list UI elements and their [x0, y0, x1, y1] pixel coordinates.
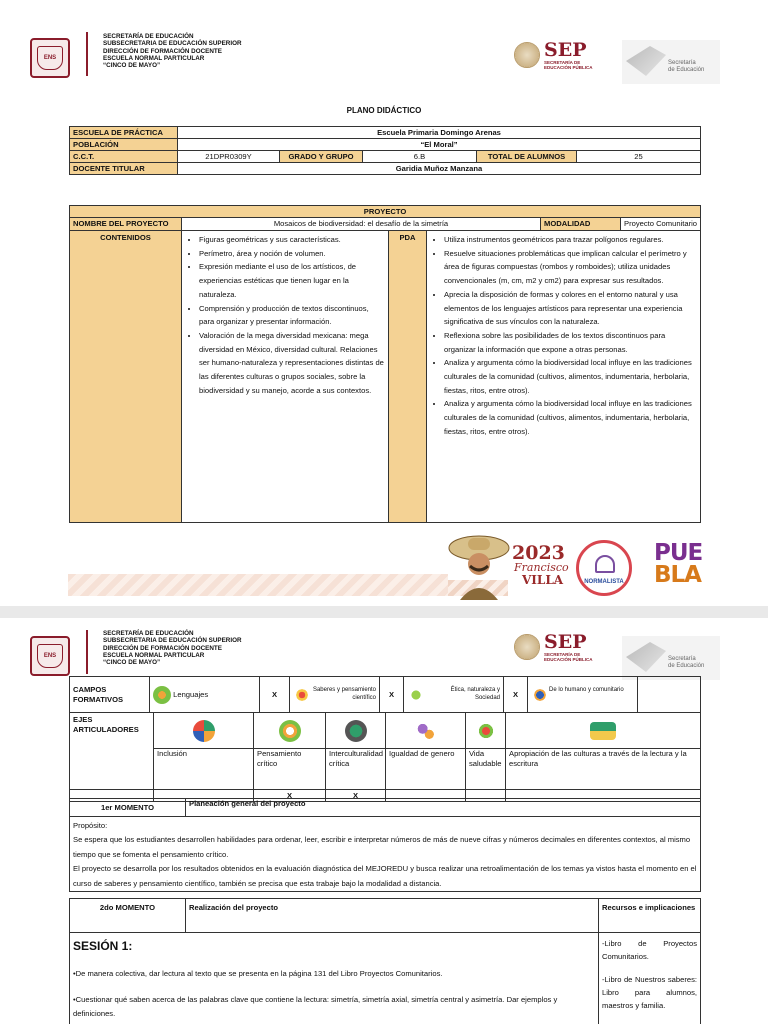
- campo-label: De lo humano y comunitario: [549, 686, 624, 693]
- eje-icon-cell: [254, 713, 326, 749]
- recursos-label: Recursos e implicaciones: [599, 899, 701, 933]
- header-line: SUBSECRETARIA DE EDUCACIÓN SUPERIOR: [103, 40, 242, 48]
- header-line: “CINCO DE MAYO”: [103, 659, 161, 667]
- recursos-cell: [599, 933, 701, 1024]
- sesion-cell: [70, 933, 599, 1024]
- header-line: DIRECCIÓN DE FORMACIÓN DOCENTE: [103, 644, 222, 652]
- list-item: • Aprecia la disposición de formas y colores en el entorno natural y usa elementos de los lenguajes artísticos para representar una experiencia significativa de sus vínculos con la naturaleza.: [444, 288, 697, 329]
- villa-text: VILLA: [522, 573, 564, 587]
- header-institution-lines: [103, 33, 242, 69]
- momento1-table: [69, 798, 701, 892]
- secretaria-line-2: de Educación: [668, 66, 705, 73]
- eje-icon-cell: [386, 713, 466, 749]
- momento1-label: 1er MOMENTO: [70, 799, 186, 817]
- pda-label: PDA: [389, 231, 427, 523]
- sep-seal-icon: [514, 634, 540, 660]
- header-line: SECRETARÍA DE EDUCACIÓN: [103, 33, 194, 40]
- inclusion-icon: [193, 720, 215, 742]
- header-line: SUBSECRETARIA DE EDUCACIÓN SUPERIOR: [103, 637, 242, 645]
- campo-etica: [404, 677, 504, 713]
- list-item: • Expresión mediante el uso de los artísticos, de experiencias estéticas que tienen lugar en la naturaleza.: [199, 260, 385, 301]
- pda-list: [430, 233, 697, 439]
- secretaria-line-1: Secretaría: [668, 656, 696, 662]
- escuela-label: ESCUELA DE PRÁCTICA: [70, 127, 178, 139]
- eje-label: Pensamiento crítico: [254, 749, 326, 790]
- sep-title: SEP: [544, 39, 587, 61]
- secretaria-logo: [622, 636, 720, 680]
- school-info-table: [69, 126, 701, 175]
- poblacion-value: “El Moral”: [178, 139, 701, 151]
- sep-title: SEP: [544, 631, 587, 653]
- proposito-cell: [70, 817, 701, 892]
- campo-mark: X: [260, 677, 290, 713]
- vida-saludable-icon: [475, 720, 497, 742]
- header-line: SECRETARÍA DE EDUCACIÓN: [103, 630, 194, 637]
- contenidos-cell: [182, 231, 389, 523]
- project-title: PROYECTO: [70, 206, 701, 218]
- francisco-villa-portrait-icon: [448, 530, 510, 600]
- eje-label: Inclusión: [154, 749, 254, 790]
- pda-cell: [427, 231, 701, 523]
- normalista-label: NORMALISTA: [584, 579, 624, 585]
- eje-label: Interculturalidad crítica: [326, 749, 386, 790]
- sesion-item: •Cuestionar qué saben acerca de las palabras clave que contiene la lectura: simetría, simetría axial, simetría central y asimetría. Dar ejemplos y definiciones.: [73, 995, 558, 1018]
- recurso-item: -Libro de Proyectos Comunitarios.: [602, 939, 697, 961]
- cct-label: C.C.T.: [70, 151, 178, 163]
- campo-label: Saberes y pensamiento científico: [312, 686, 376, 701]
- campo-mark: X: [504, 677, 528, 713]
- crest-label: ENS: [37, 644, 63, 668]
- campo-lenguajes: [150, 677, 260, 713]
- header-divider: [86, 32, 88, 76]
- eje-mark: X: [254, 790, 326, 802]
- contenidos-list: [185, 233, 385, 397]
- campo-humano: [528, 677, 638, 713]
- interculturalidad-icon: [345, 720, 367, 742]
- header-institution-lines: [103, 630, 242, 666]
- list-item: • Valoración de la mega diversidad mexicana: mega diversidad en México, diversidad cultural. Relaciones ser humano-naturaleza y representaciones distintas de las diferentes culturas o grupos sociales, sobre la biodiversidad y su manejo, acorde a sus contextos.: [199, 329, 385, 398]
- list-item: • Reflexiona sobre las posibilidades de los textos discontinuos para organizar la información que expone a otras personas.: [444, 329, 697, 356]
- list-item: • Comprensión y producción de textos discontinuos, para organizar y presentar información.: [199, 302, 385, 329]
- modalidad-value: Proyecto Comunitario: [621, 218, 701, 231]
- recurso-item: -Libro de Nuestros saberes: Libro para alumnos, maestros y familia.: [602, 975, 697, 1010]
- campo-label: Ética, naturaleza y Sociedad: [450, 686, 500, 701]
- header-divider: [86, 630, 88, 674]
- momento2-table: [69, 898, 701, 1024]
- heart-icon: [595, 555, 615, 573]
- etica-icon: [407, 686, 425, 704]
- header-line: “CINCO DE MAYO”: [103, 62, 161, 70]
- secretaria-shape-icon: [626, 642, 666, 672]
- docente-label: DOCENTE TITULAR: [70, 163, 178, 175]
- nombre-proyecto-value: Mosaicos de biodiversidad: el desafío de la simetría: [182, 218, 541, 231]
- modalidad-label: MODALIDAD: [541, 218, 621, 231]
- secretaria-line-1: Secretaría: [668, 60, 696, 66]
- header-line: ESCUELA NORMAL PARTICULAR: [103, 651, 205, 659]
- document-title: PLANO DIDÁCTICO: [346, 106, 422, 115]
- normalista-logo: [576, 540, 632, 596]
- pensamiento-critico-icon: [279, 720, 301, 742]
- francisco-text: Francisco: [514, 561, 569, 574]
- document-page-2: [0, 618, 768, 1024]
- crest-label: ENS: [37, 46, 63, 70]
- list-item: • Resuelve situaciones problemáticas que implican calcular el perímetro y área de figuras compuestas (rombos y romboides); utiliza unidades convencionales (m, cm, m2 y cm2) para expresar sus resultados.: [444, 247, 697, 288]
- secretaria-line-2: de Educación: [668, 662, 705, 669]
- contenidos-label: CONTENIDOS: [70, 231, 182, 523]
- eje-icon-cell: [506, 713, 701, 749]
- apropiacion-icon: [590, 722, 616, 740]
- campos-label: CAMPOS FORMATIVOS: [70, 677, 150, 713]
- list-item: • Figuras geométricas y sus características.: [199, 233, 385, 247]
- secretaria-shape-icon: [626, 46, 666, 76]
- campo-saberes: [290, 677, 380, 713]
- puebla-logo: [654, 542, 702, 586]
- campo-mark: [638, 677, 701, 713]
- eje-icon-cell: [466, 713, 506, 749]
- list-item: • Analiza y argumenta cómo la biodiversidad local influye en las tradiciones culturales de la comunidad (cultivos, alimentos, indumentaria, herbolaria, fiestas, ritos, entre otros).: [444, 397, 697, 438]
- school-crest-logo: [30, 38, 70, 78]
- eje-label: Apropiación de las culturas a través de la lectura y la escritura: [506, 749, 701, 790]
- campos-table: [69, 676, 701, 713]
- grado-value: 6.B: [363, 151, 477, 163]
- sep-logo: [514, 40, 593, 70]
- eje-mark: X: [326, 790, 386, 802]
- sep-subtitle-2: EDUCACIÓN PÚBLICA: [544, 657, 593, 662]
- escuela-value: Escuela Primaria Domingo Arenas: [178, 127, 701, 139]
- humano-icon: [531, 686, 549, 704]
- eje-label: Vida saludable: [466, 749, 506, 790]
- sesion-title: SESIÓN 1:: [73, 939, 133, 953]
- nombre-proyecto-label: NOMBRE DEL PROYECTO: [70, 218, 182, 231]
- header-line: ESCUELA NORMAL PARTICULAR: [103, 54, 205, 62]
- year-2023: 2023: [512, 542, 565, 564]
- header-line: DIRECCIÓN DE FORMACIÓN DOCENTE: [103, 47, 222, 55]
- eje-label: Igualdad de genero: [386, 749, 466, 790]
- sep-subtitle-2: EDUCACIÓN PÚBLICA: [544, 65, 593, 70]
- project-table: [69, 205, 701, 523]
- list-item: • Perímetro, área y noción de volumen.: [199, 247, 385, 261]
- secretaria-logo: [622, 40, 720, 84]
- total-value: 25: [577, 151, 701, 163]
- school-crest-logo: [30, 636, 70, 676]
- sep-subtitle-1: SECRETARÍA DE: [544, 652, 581, 657]
- proposito-paragraph-2: El proyecto se desarrolla por los resultados obtenidos en la evaluación diagnóstica del MEJOREDU y busca realizar una retroalimentación de los temas ya vistos hasta el momento en el curso de saberes y pensamiento científico, también se precisa que esta trabaje bajo la modalidad a distancia.: [73, 864, 697, 888]
- decorative-banner: [68, 574, 448, 596]
- puebla-line-2: BLA: [654, 562, 701, 588]
- campo-label: Lenguajes: [173, 689, 209, 699]
- sep-logo: [514, 632, 593, 662]
- igualdad-icon: [415, 720, 437, 742]
- lenguajes-icon: [153, 686, 171, 704]
- proposito-label: Propósito:: [73, 821, 108, 830]
- list-item: • Utiliza instrumentos geométricos para trazar polígonos regulares.: [444, 233, 697, 247]
- eje-icon-cell: [154, 713, 254, 749]
- poblacion-label: POBLACIÓN: [70, 139, 178, 151]
- eje-icon-cell: [326, 713, 386, 749]
- total-label: TOTAL DE ALUMNOS: [477, 151, 577, 163]
- ejes-table: [69, 712, 701, 802]
- campo-mark: X: [380, 677, 404, 713]
- momento2-title: Realización del proyecto: [186, 899, 599, 933]
- saberes-icon: [293, 686, 311, 704]
- proposito-paragraph-1: Se espera que los estudiantes desarrollen habilidades para ordenar, leer, escribir e interpretar números de más de nueve cifras y números decimales en diferentes contextos, al mismo tiempo que se fomenta el pensamiento crítico.: [73, 835, 691, 859]
- sep-seal-icon: [514, 42, 540, 68]
- ejes-label: EJES ARTICULADORES: [70, 713, 154, 790]
- sep-subtitle-1: SECRETARÍA DE: [544, 60, 581, 65]
- cct-value: 21DPR0309Y: [178, 151, 280, 163]
- list-item: • Analiza y argumenta cómo la biodiversidad local influye en las tradiciones culturales de la comunidad (cultivos, alimentos, indumentaria, herbolaria, fiestas, ritos, entre otros).: [444, 356, 697, 397]
- grado-label: GRADO Y GRUPO: [280, 151, 363, 163]
- momento2-label: 2do MOMENTO: [70, 899, 186, 933]
- momento1-title: Planeación general del proyecto: [186, 799, 701, 817]
- sesion-item: •De manera colectiva, dar lectura al texto que se presenta en la página 131 del Libro Proyectos Comunitarios.: [73, 969, 443, 978]
- puebla-line-1: PUE: [654, 540, 703, 566]
- docente-value: Garidia Muñoz Manzana: [178, 163, 701, 175]
